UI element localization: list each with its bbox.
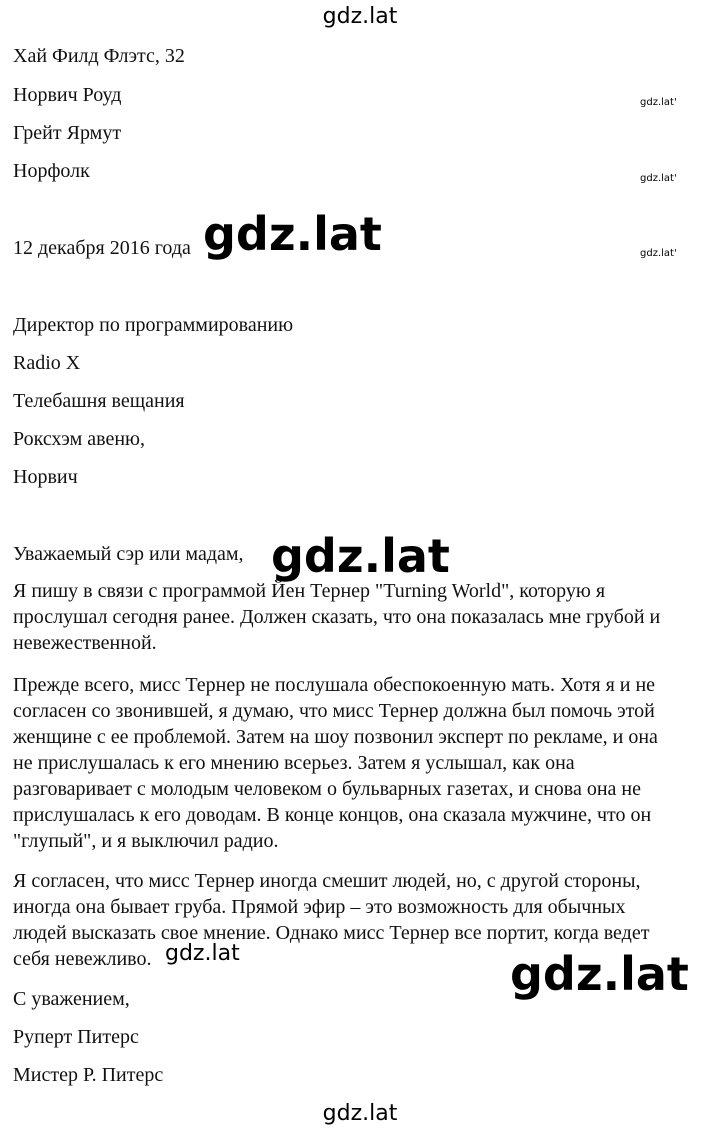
salutation: Уважаемый сэр или мадам, (13, 543, 244, 565)
watermark-large-3: gdz.lat (510, 947, 689, 1001)
recipient-line-2: Radio X (13, 352, 81, 374)
sender-address-line-2: Норвич Роуд (13, 84, 122, 106)
paragraph-3-line: Я согласен, что мисс Тернер иногда смешит людей, но, с другой стороны, (13, 870, 641, 892)
paragraph-3-line: себя невежливо. (13, 948, 152, 970)
sender-address-line-3: Грейт Ярмут (13, 122, 122, 144)
paragraph-2-line: разговаривает с молодым человеком о бульварных газетах, и снова она не (13, 778, 642, 800)
paragraph-2-line: "глупый", и я выключил радио. (13, 830, 279, 852)
paragraph-2-line: прислушалась к его доводам. В конце концов, она сказала мужчине, что он (13, 804, 652, 826)
watermark-small-2: gdz.lat' (640, 173, 677, 184)
watermark-small-3: gdz.lat' (640, 248, 677, 259)
paragraph-3-line: людей высказать свое мнение. Однако мисс Тернер все портит, когда ведет (13, 922, 650, 944)
watermark-top: gdz.lat (322, 4, 398, 29)
paragraph-2-line: женщине с ее проблемой. Затем на шоу позвонил эксперт по рекламе, и она (13, 726, 658, 748)
watermark-bottom: gdz.lat (322, 1101, 398, 1126)
paragraph-3-line: иногда она бывает груба. Прямой эфир – это возможность для обычных (13, 896, 626, 918)
sender-address-line-1: Хай Филд Флэтс, 32 (13, 45, 185, 67)
closing: С уважением, (13, 988, 130, 1010)
watermark-large-1: gdz.lat (203, 207, 382, 261)
letter-date: 12 декабря 2016 года (13, 237, 191, 259)
signature-name: Руперт Питерс (13, 1026, 139, 1048)
watermark-small-1: gdz.lat' (640, 97, 677, 108)
paragraph-2-line: согласен со звонившей, я думаю, что мисс Тернер должна был помочь этой (13, 700, 655, 722)
watermark-large-2: gdz.lat (271, 529, 450, 583)
paragraph-1-line: Я пишу в связи с программой Йен Тернер "Turning World", которую я (13, 580, 606, 602)
recipient-line-5: Норвич (13, 466, 78, 488)
paragraph-2-line: не прислушалась к его мнению всерьез. Затем я услышал, как она (13, 752, 575, 774)
paragraph-2-line: Прежде всего, мисс Тернер не послушала обеспокоенную мать. Хотя я и не (13, 674, 656, 696)
paragraph-1-line: прослушал сегодня ранее. Должен сказать, что она показалась мне грубой и (13, 606, 661, 628)
recipient-line-4: Роксхэм авеню, (13, 428, 145, 450)
paragraph-1-line: невежественной. (13, 632, 157, 654)
signature-formal: Мистер Р. Питерс (13, 1064, 164, 1086)
watermark-medium: gdz.lat (165, 941, 240, 966)
recipient-line-1: Директор по программированию (13, 314, 294, 336)
sender-address-line-4: Норфолк (13, 160, 90, 182)
paragraph-2 (13, 672, 703, 854)
recipient-line-3: Телебашня вещания (13, 390, 185, 412)
paragraph-1 (13, 578, 703, 656)
